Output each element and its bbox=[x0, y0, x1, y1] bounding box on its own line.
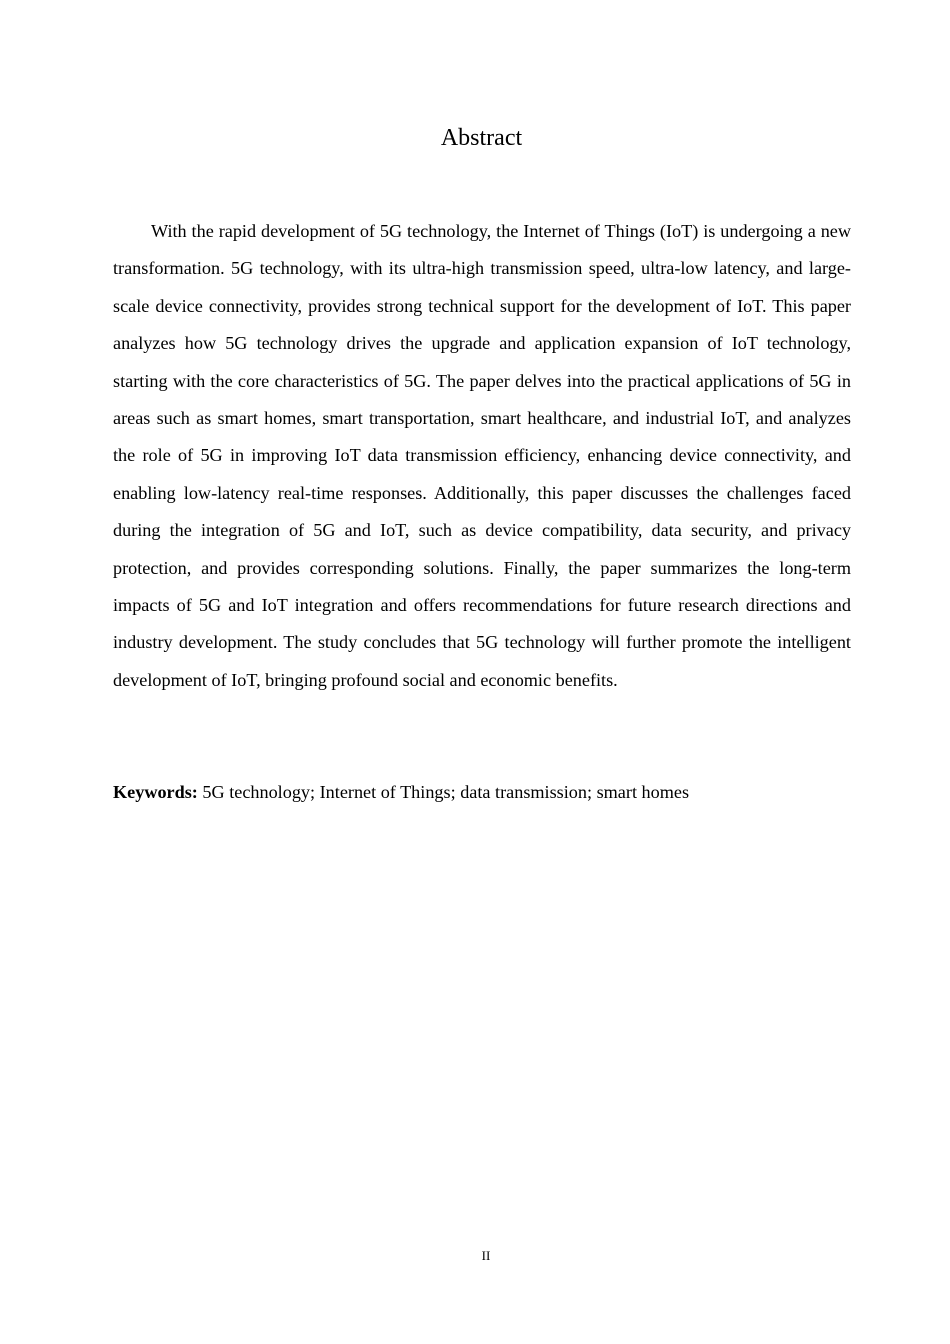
keywords-list: 5G technology; Internet of Things; data transmission; smart homes bbox=[202, 782, 690, 802]
page-title: Abstract bbox=[440, 125, 523, 151]
page-number: II bbox=[481, 1248, 491, 1263]
keywords-label: Keywords: bbox=[113, 782, 198, 802]
keywords-line bbox=[113, 776, 851, 808]
abstract-paragraph: With the rapid development of 5G technology, the Internet of Things (IoT) is undergoing a new transformation. 5G technology, with its ultra-high transmission speed, ultra-low latency, and large-scale device connectivity, provides strong technical support for the development of IoT. This paper analyzes how 5G technology drives the upgrade and application expansion of IoT technology, starting with the core characteristics of 5G. The paper delves into the practical applications of 5G in areas such as smart homes, smart transportation, smart healthcare, and industrial IoT, and analyzes the role of 5G in improving IoT data transmission efficiency, enhancing device connectivity, and enabling low-latency real-time responses. Additionally, this paper discusses the challenges faced during the integration of 5G and IoT, such as device compatibility, data security, and privacy protection, and provides corresponding solutions. Finally, the paper summarizes the long-term impacts of 5G and IoT integration and offers recommendations for future research directions and industry development. The study concludes that 5G technology will further promote the intelligent development of IoT, bringing profound social and economic benefits. bbox=[113, 221, 851, 690]
